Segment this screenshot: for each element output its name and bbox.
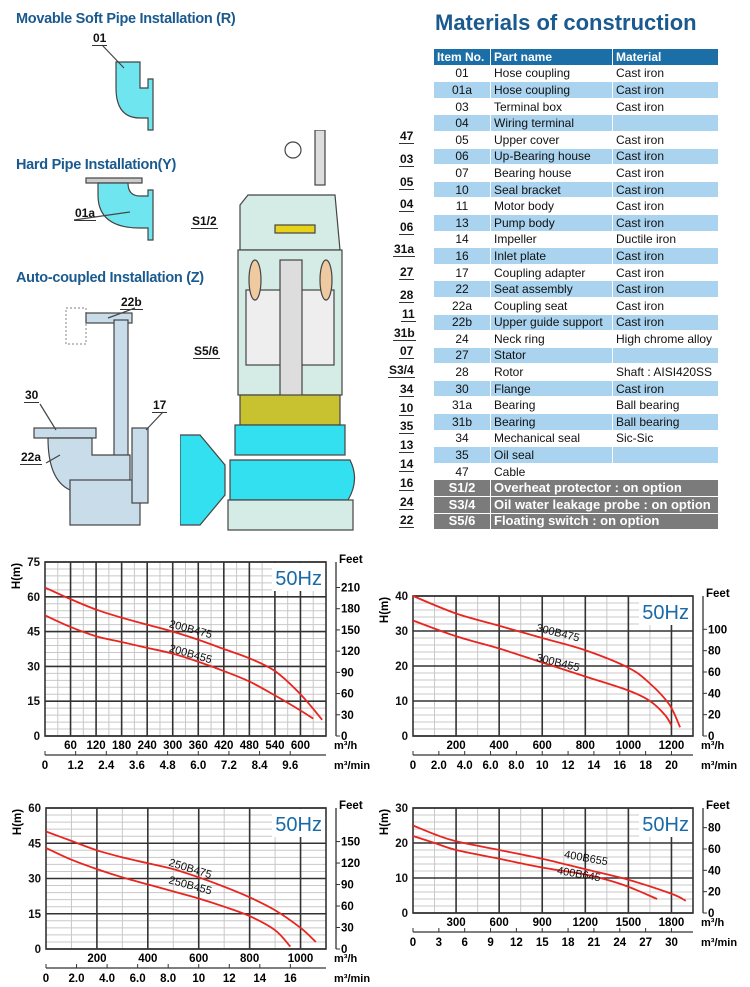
- feet-tick-label: 60: [341, 901, 354, 914]
- option-description: Floating switch : on option: [491, 513, 719, 530]
- part-name-cell: Neck ring: [491, 331, 613, 348]
- flow-min-tick-label: 15: [535, 937, 549, 949]
- flow-min-tick-label: 20: [665, 760, 678, 772]
- item-no-cell: 28: [434, 364, 491, 381]
- x-tick-label: 1800: [658, 917, 685, 929]
- material-cell: Shaft : AISI420SS: [613, 364, 719, 381]
- flow-min-tick-label: 0: [42, 973, 50, 985]
- part-name-cell: Terminal box: [491, 98, 613, 115]
- curve-label: 200B455: [167, 642, 214, 667]
- auto-coupled-title: Auto-coupled Installation (Z): [16, 270, 204, 286]
- callout-03: 03: [400, 152, 414, 166]
- material-cell: Cast iron: [613, 181, 719, 198]
- item-no-cell: 05: [434, 131, 491, 148]
- material-cell: Cast iron: [613, 148, 719, 165]
- flow-min-axis-label: m³/min: [334, 760, 371, 772]
- part-name-cell: Coupling adapter: [491, 264, 613, 281]
- flow-min-tick-label: 6: [461, 937, 468, 949]
- item-no-cell: 22: [434, 281, 491, 298]
- y-tick-label: 45: [27, 626, 40, 639]
- flow-min-tick-label: 0: [409, 760, 417, 772]
- item-no-cell: 01: [434, 65, 491, 82]
- flow-min-tick-label: 12: [509, 937, 523, 949]
- feet-tick-label: 80: [708, 645, 721, 658]
- callout-10: 10: [400, 401, 414, 415]
- y-tick-label: 0: [33, 731, 40, 743]
- material-cell: Cast iron: [613, 65, 719, 82]
- feet-tick-label: 150: [341, 836, 361, 849]
- x-tick-label: 120: [86, 740, 106, 752]
- callout-14: 14: [400, 457, 414, 471]
- x-axis-label: m³/h: [701, 740, 725, 752]
- curve-label: 400B645: [556, 864, 602, 885]
- y-tick-label: 15: [27, 696, 40, 709]
- item-no-cell: 11: [434, 198, 491, 215]
- y-tick-label: 20: [395, 661, 408, 673]
- flow-min-tick-label: 18: [561, 937, 575, 949]
- x-tick-label: 400: [138, 953, 158, 965]
- y-tick-label: 20: [395, 838, 408, 850]
- flow-min-tick-label: 7.2: [220, 760, 237, 772]
- material-cell: Cast iron: [613, 380, 719, 397]
- item-no-cell: 24: [434, 331, 491, 348]
- part-name-cell: Hose coupling: [491, 65, 613, 82]
- flow-min-tick-label: 8.0: [508, 760, 525, 772]
- callout-05: 05: [400, 175, 414, 189]
- x-axis-label: m³/h: [334, 740, 358, 752]
- callout-28: 28: [400, 288, 414, 302]
- callout-13: 13: [400, 438, 414, 452]
- flow-min-tick-label: 6.0: [190, 760, 207, 772]
- y-tick-label: 0: [401, 731, 408, 743]
- callout-27: 27: [400, 265, 414, 279]
- part-name-cell: Up-Bearing house: [491, 148, 613, 165]
- item-no-cell: 47: [434, 463, 491, 480]
- option-description: Overheat protector : on option: [491, 480, 719, 497]
- part-name-cell: Cable: [491, 463, 613, 480]
- callout-s1-2: S1/2: [192, 214, 217, 228]
- callout-24: 24: [400, 495, 414, 509]
- x-tick-label: 400: [489, 740, 509, 752]
- item-no-cell: 22a: [434, 297, 491, 314]
- flow-min-tick-label: 0: [41, 760, 49, 772]
- item-no-cell: 34: [434, 430, 491, 447]
- material-cell: Sic-Sic: [613, 430, 719, 447]
- item-no-cell: 14: [434, 231, 491, 248]
- flow-min-tick-label: 0: [409, 937, 417, 949]
- y-tick-label: 0: [34, 944, 41, 956]
- chart-1: [11, 554, 370, 772]
- feet-tick-label: 40: [708, 688, 721, 701]
- x-tick-label: 800: [240, 953, 260, 965]
- header-material: Material: [613, 49, 719, 66]
- x-tick-label: 200: [446, 740, 466, 752]
- item-no-cell: 22b: [434, 314, 491, 331]
- part-name-cell: Upper guide support: [491, 314, 613, 331]
- x-tick-label: 900: [532, 917, 552, 929]
- y-tick-label: 75: [27, 557, 40, 569]
- header-item-no: Item No.: [434, 49, 491, 66]
- y-tick-label: 60: [27, 591, 40, 604]
- callout-16: 16: [400, 476, 414, 490]
- part-name-cell: Bearing: [491, 397, 613, 414]
- feet-tick-label: 30: [341, 709, 354, 722]
- flow-min-tick-label: 8.4: [251, 760, 268, 772]
- flow-min-tick-label: 3.6: [128, 760, 145, 772]
- flow-min-tick-label: 27: [639, 937, 653, 949]
- part-name-cell: Pump body: [491, 214, 613, 231]
- part-name-cell: Bearing house: [491, 165, 613, 182]
- x-tick-label: 60: [64, 740, 77, 752]
- flow-min-tick-label: 24: [613, 937, 627, 949]
- x-axis-label: m³/h: [701, 917, 725, 929]
- y-tick-label: 30: [395, 803, 408, 815]
- x-tick-label: 200: [87, 953, 107, 965]
- hz-label: 50Hz: [275, 568, 322, 590]
- y-tick-label: 30: [28, 873, 41, 886]
- material-cell: Ball bearing: [613, 397, 719, 414]
- x-tick-label: 240: [137, 740, 157, 752]
- option-code: S1/2: [434, 480, 491, 497]
- flow-min-tick-label: 14: [253, 973, 267, 985]
- part-name-cell: Flange: [491, 380, 613, 397]
- x-axis-label: m³/h: [334, 953, 358, 965]
- material-cell: Cast iron: [613, 281, 719, 298]
- chart-4: [379, 800, 737, 949]
- flow-min-tick-label: 6.0: [482, 760, 499, 772]
- flow-min-tick-label: 1.2: [67, 760, 84, 772]
- flow-min-axis-label: m³/min: [701, 937, 738, 949]
- material-cell: High chrome alloy: [613, 331, 719, 348]
- flow-min-tick-label: 12: [561, 760, 575, 772]
- feet-axis-label: Feet: [706, 588, 730, 600]
- feet-tick-label: 120: [341, 858, 361, 871]
- curve-400B645: [413, 836, 657, 899]
- feet-axis-label: Feet: [706, 800, 730, 812]
- x-tick-label: 480: [239, 740, 259, 752]
- material-cell: Cast iron: [613, 98, 719, 115]
- feet-tick-label: 210: [341, 582, 361, 595]
- item-no-cell: 06: [434, 148, 491, 165]
- part-name-cell: Coupling seat: [491, 297, 613, 314]
- callout-07: 07: [400, 344, 414, 358]
- x-tick-label: 600: [489, 917, 509, 929]
- part-name-cell: Wiring terminal: [491, 115, 613, 132]
- feet-tick-label: 90: [341, 879, 354, 892]
- flow-min-tick-label: 21: [587, 937, 601, 949]
- callout-30: 30: [25, 388, 39, 402]
- hz-label: 50Hz: [642, 602, 689, 624]
- feet-tick-label: 180: [341, 603, 361, 616]
- flow-min-tick-label: 14: [587, 760, 601, 772]
- y-tick-label: 15: [28, 908, 41, 921]
- flow-min-tick-label: 8.0: [160, 973, 177, 985]
- part-name-cell: Seat assembly: [491, 281, 613, 298]
- y-tick-label: 40: [395, 591, 408, 603]
- callout-47: 47: [400, 129, 414, 143]
- y-tick-label: 0: [401, 908, 408, 920]
- y-tick-label: 60: [28, 803, 41, 815]
- x-tick-label: 180: [112, 740, 132, 752]
- flow-min-tick-label: 16: [613, 760, 627, 772]
- part-name-cell: Rotor: [491, 364, 613, 381]
- feet-tick-label: 60: [341, 688, 354, 701]
- part-name-cell: Motor body: [491, 198, 613, 215]
- flow-min-tick-label: 9: [487, 937, 494, 949]
- feet-tick-label: 0: [708, 908, 715, 920]
- y-tick-label: 10: [395, 696, 408, 708]
- item-no-cell: 31a: [434, 397, 491, 414]
- item-no-cell: 27: [434, 347, 491, 364]
- feet-tick-label: 80: [708, 822, 721, 835]
- part-name-cell: Upper cover: [491, 131, 613, 148]
- hard-pipe-title: Hard Pipe Installation(Y): [16, 157, 177, 173]
- materials-title: Materials of construction: [435, 10, 697, 35]
- material-cell: Cast iron: [613, 248, 719, 265]
- x-tick-label: 1500: [615, 917, 642, 929]
- option-description: Oil water leakage probe : on option: [491, 497, 719, 514]
- x-tick-label: 1000: [287, 953, 314, 965]
- item-no-cell: 35: [434, 447, 491, 464]
- item-no-cell: 31b: [434, 414, 491, 431]
- curve-label: 200B475: [167, 618, 214, 642]
- feet-tick-label: 40: [708, 865, 721, 878]
- flow-min-axis-label: m³/min: [334, 973, 371, 985]
- y-tick-label: 30: [395, 626, 408, 638]
- material-cell: Cast iron: [613, 131, 719, 148]
- y-tick-label: 30: [27, 661, 40, 674]
- flow-min-tick-label: 2.4: [98, 760, 115, 772]
- flow-min-tick-label: 10: [535, 760, 549, 772]
- x-tick-label: 420: [214, 740, 234, 752]
- item-no-cell: 13: [434, 214, 491, 231]
- part-name-cell: Oil seal: [491, 447, 613, 464]
- callout-01a: 01a: [75, 206, 96, 220]
- x-tick-label: 300: [163, 740, 183, 752]
- curve-label: 400B655: [563, 848, 609, 869]
- y-axis-label: H(m): [379, 596, 391, 624]
- feet-tick-label: 90: [341, 667, 354, 680]
- callout-22: 22: [400, 513, 414, 527]
- material-cell: Cast iron: [613, 264, 719, 281]
- y-tick-label: 45: [28, 838, 41, 851]
- callout-01: 01: [93, 31, 107, 45]
- curve-label: 300B475: [535, 622, 581, 645]
- header-part-name: Part name: [491, 49, 613, 66]
- feet-tick-label: 0: [341, 731, 348, 743]
- part-name-cell: Impeller: [491, 231, 613, 248]
- option-code: S3/4: [434, 497, 491, 514]
- item-no-cell: 07: [434, 165, 491, 182]
- flow-min-tick-label: 3: [435, 937, 443, 949]
- callout-22a: 22a: [21, 450, 42, 464]
- hz-label: 50Hz: [275, 814, 322, 836]
- x-tick-label: 800: [575, 740, 595, 752]
- callout-31b: 31b: [394, 326, 415, 340]
- chart-2: [379, 588, 737, 772]
- flow-min-tick-label: 4.8: [159, 760, 176, 772]
- feet-tick-label: 0: [341, 944, 348, 956]
- callout-17: 17: [153, 398, 167, 412]
- curve-label: 250B455: [167, 874, 214, 898]
- feet-tick-label: 20: [708, 709, 721, 722]
- item-no-cell: 01a: [434, 82, 491, 99]
- x-tick-label: 600: [189, 953, 209, 965]
- flow-min-tick-label: 12: [222, 973, 236, 985]
- y-axis-label: H(m): [379, 808, 391, 836]
- x-tick-label: 600: [290, 740, 311, 752]
- flow-min-tick-label: 2.0: [68, 973, 85, 985]
- callout-34: 34: [400, 382, 414, 396]
- feet-tick-label: 20: [708, 886, 721, 899]
- x-tick-label: 300: [446, 917, 466, 929]
- material-cell: Cast iron: [613, 314, 719, 331]
- callout-22b: 22b: [121, 295, 142, 309]
- callout-s3-4: S3/4: [389, 363, 414, 377]
- item-no-cell: 30: [434, 380, 491, 397]
- part-name-cell: Bearing: [491, 414, 613, 431]
- x-tick-label: 1200: [572, 917, 599, 929]
- x-tick-label: 360: [188, 740, 208, 752]
- flow-min-tick-label: 16: [283, 973, 297, 985]
- item-no-cell: 10: [434, 181, 491, 198]
- y-axis-label: H(m): [12, 808, 24, 836]
- item-no-cell: 04: [434, 115, 491, 132]
- curve-label: 250B475: [167, 856, 213, 882]
- callout-31a: 31a: [394, 242, 415, 256]
- x-tick-label: 600: [532, 740, 552, 752]
- callout-06: 06: [400, 220, 414, 234]
- item-no-cell: 16: [434, 248, 491, 265]
- flow-min-tick-label: 10: [192, 973, 206, 985]
- chart-3: [12, 800, 370, 985]
- option-code: S5/6: [434, 513, 491, 530]
- material-cell: Cast iron: [613, 297, 719, 314]
- curve-label: 300B455: [535, 652, 581, 675]
- item-no-cell: 17: [434, 264, 491, 281]
- flow-min-tick-label: 4.0: [99, 973, 116, 985]
- flow-min-tick-label: 30: [665, 937, 678, 949]
- material-cell: Cast iron: [613, 214, 719, 231]
- x-tick-label: 1200: [658, 740, 685, 752]
- hz-label: 50Hz: [642, 814, 689, 836]
- feet-tick-label: 30: [341, 922, 354, 935]
- item-no-cell: 03: [434, 98, 491, 115]
- feet-tick-label: 0: [708, 731, 715, 743]
- flow-min-tick-label: 2.0: [430, 760, 447, 772]
- callout-35: 35: [400, 419, 414, 433]
- x-tick-label: 540: [265, 740, 285, 752]
- callout-11: 11: [402, 307, 415, 321]
- feet-tick-label: 150: [341, 624, 361, 637]
- y-axis-label: H(m): [11, 562, 23, 590]
- part-name-cell: Hose coupling: [491, 82, 613, 99]
- part-name-cell: Mechanical seal: [491, 430, 613, 447]
- part-name-cell: Inlet plate: [491, 248, 613, 265]
- material-cell: Ball bearing: [613, 414, 719, 431]
- part-name-cell: Seal bracket: [491, 181, 613, 198]
- feet-tick-label: 60: [708, 666, 721, 679]
- y-tick-label: 10: [395, 873, 408, 885]
- feet-axis-label: Feet: [339, 800, 363, 812]
- flow-min-tick-label: 4.0: [456, 760, 473, 772]
- soft-pipe-title: Movable Soft Pipe Installation (R): [16, 11, 236, 27]
- feet-axis-label: Feet: [339, 554, 363, 566]
- feet-tick-label: 60: [708, 843, 721, 856]
- material-cell: Ductile iron: [613, 231, 719, 248]
- flow-min-axis-label: m³/min: [701, 760, 738, 772]
- x-tick-label: 1000: [615, 740, 642, 752]
- material-cell: Cast iron: [613, 198, 719, 215]
- callout-04: 04: [400, 197, 414, 211]
- callout-s5-6: S5/6: [194, 344, 219, 358]
- material-cell: Cast iron: [613, 82, 719, 99]
- part-name-cell: Stator: [491, 347, 613, 364]
- flow-min-tick-label: 6.0: [129, 973, 146, 985]
- material-cell: Cast iron: [613, 165, 719, 182]
- flow-min-tick-label: 9.6: [282, 760, 299, 772]
- flow-min-tick-label: 18: [639, 760, 653, 772]
- feet-tick-label: 100: [708, 624, 728, 637]
- feet-tick-label: 120: [341, 646, 361, 659]
